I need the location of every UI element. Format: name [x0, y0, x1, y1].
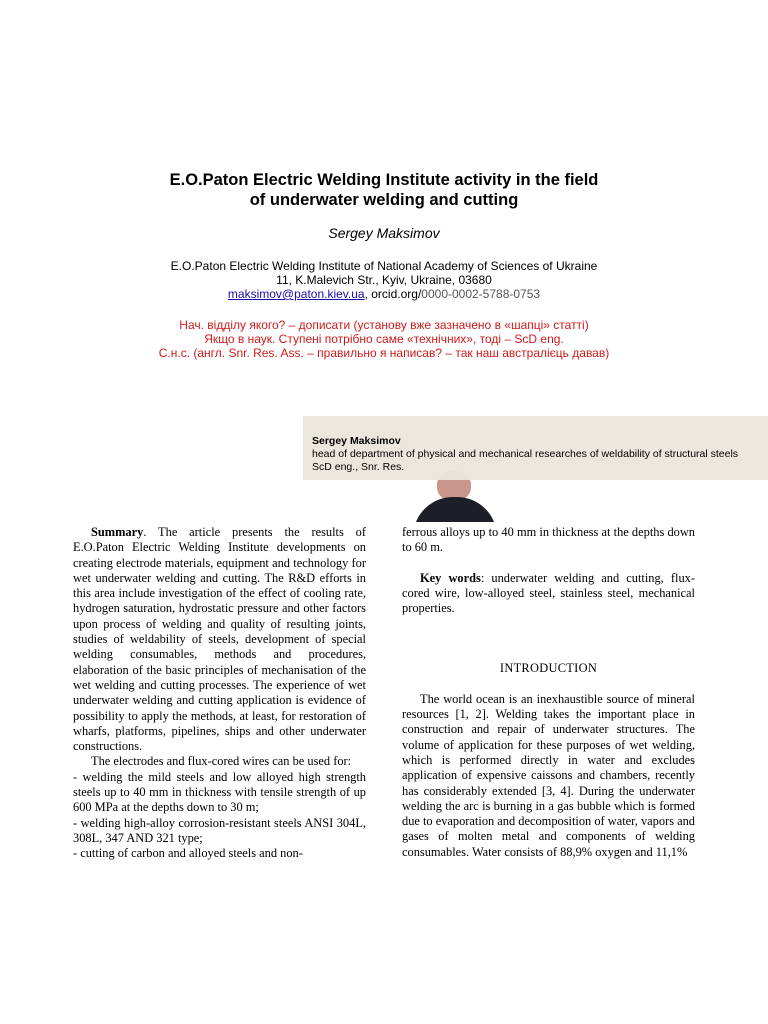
email-link[interactable]: maksimov@paton.kiev.ua: [227, 287, 365, 301]
author-name: Sergey Maksimov: [328, 225, 440, 241]
list-item-welding-high-alloy: - welding high-alloy corrosion-resistant steels ANSI 304L, 308L, 347 AND 321 type;: [73, 815, 366, 845]
contact-line: [0, 287, 768, 301]
introduction-heading: INTRODUCTION: [499, 661, 598, 676]
review-note-2: Якщо в наук. Ступені потрібно саме «технічних», тоді – ScD eng.: [204, 332, 564, 346]
author-suit: [413, 497, 497, 522]
affiliation: [0, 259, 768, 301]
introduction-paragraph: The world ocean is an inexhaustible source of mineral resources [1, 2]. Welding takes the important place in construction and repair of underwater structures. The volume of application for these purposes of wet welding, which is performed directly in water and excludes application of expensive caissons and chambers, recently has considerably extended [3, 4]. During the underwater welding the arc is burning in a gas bubble which is formed due to evaporation and decomposition of water, vapors and gases of molten metal and components of welding consumables. Water consists of 88,9% oxygen and 11,1%: [402, 691, 696, 859]
affiliation-line-1: E.O.Paton Electric Welding Institute of National Academy of Sciences of Ukraine: [170, 259, 598, 273]
electrodes-paragraph: The electrodes and flux-cored wires can be used for:: [91, 754, 352, 769]
list-item-welding-mild-steels: - welding the mild steels and low alloyed high strength steels up to 40 mm in thickness with tensile strength of up 600 MPa at the depths down to 30 m;: [73, 769, 366, 815]
review-note-3: С.н.с. (англ. Snr. Res. Ass. – правильно я написав? – так наш австралієць давав): [158, 346, 610, 360]
continuation-paragraph: ferrous alloys up to 40 mm in thickness at the depths down to 60 m.: [402, 525, 695, 555]
card-author-name: Sergey Maksimov: [312, 435, 401, 447]
paper-title: [0, 170, 768, 210]
summary-label: Summary: [91, 525, 144, 539]
keywords-label: Key words: [420, 570, 481, 585]
right-column: [402, 525, 695, 860]
affiliation-address: 11, K.Malevich Str., Kyiv, Ukraine, 03680: [276, 273, 492, 287]
author-info-card: [303, 416, 768, 480]
title-line-2: of underwater welding and cutting: [249, 191, 519, 209]
summary-text: . The article presents the results of E.O.Paton Electric Welding Institute developments on creating electrode materials, equipment and technology for wet underwater welding and cutting. The R&D efforts in this area include investigation of the effect of cooling rate, hydrogen saturation, hydrostatic pressure and other factors upon process of welding and quality of resulting joints, studies of weldability of steels, development of special welding consumables, methods and procedures, elaboration of the basic principles of mechanisation of the wet welding and cutting processes. The experience of wet underwater welding and cutting application is evidence of possibility to apply the methods, at least, for restoration of wharfs, platforms, pipelines, ships and other underwater constructions.: [73, 525, 366, 754]
title-line-1: E.O.Paton Electric Welding Institute activity in the field: [169, 171, 599, 189]
orcid-prefix: , orcid.org/: [364, 287, 422, 301]
orcid-id: 0000-0002-5788-0753: [421, 287, 541, 301]
keywords-paragraph: [402, 571, 695, 617]
review-note-1: Нач. відділу якого? – дописати (установу вже зазначено в «шапці» статті): [179, 318, 589, 332]
summary-paragraph: [73, 525, 366, 754]
card-degree: ScD eng., Snr. Res.: [312, 461, 405, 473]
keywords-text: : underwater welding and cutting, flux-cored wire, low-alloyed steel, stainless steel, mechanical properties.: [402, 570, 695, 616]
review-notes: [0, 318, 768, 360]
card-position: head of department of physical and mechanical researches of weldability of structural steels: [312, 448, 739, 460]
list-item-cutting: - cutting of carbon and alloyed steels and non-: [73, 846, 303, 861]
left-column: [73, 525, 366, 862]
